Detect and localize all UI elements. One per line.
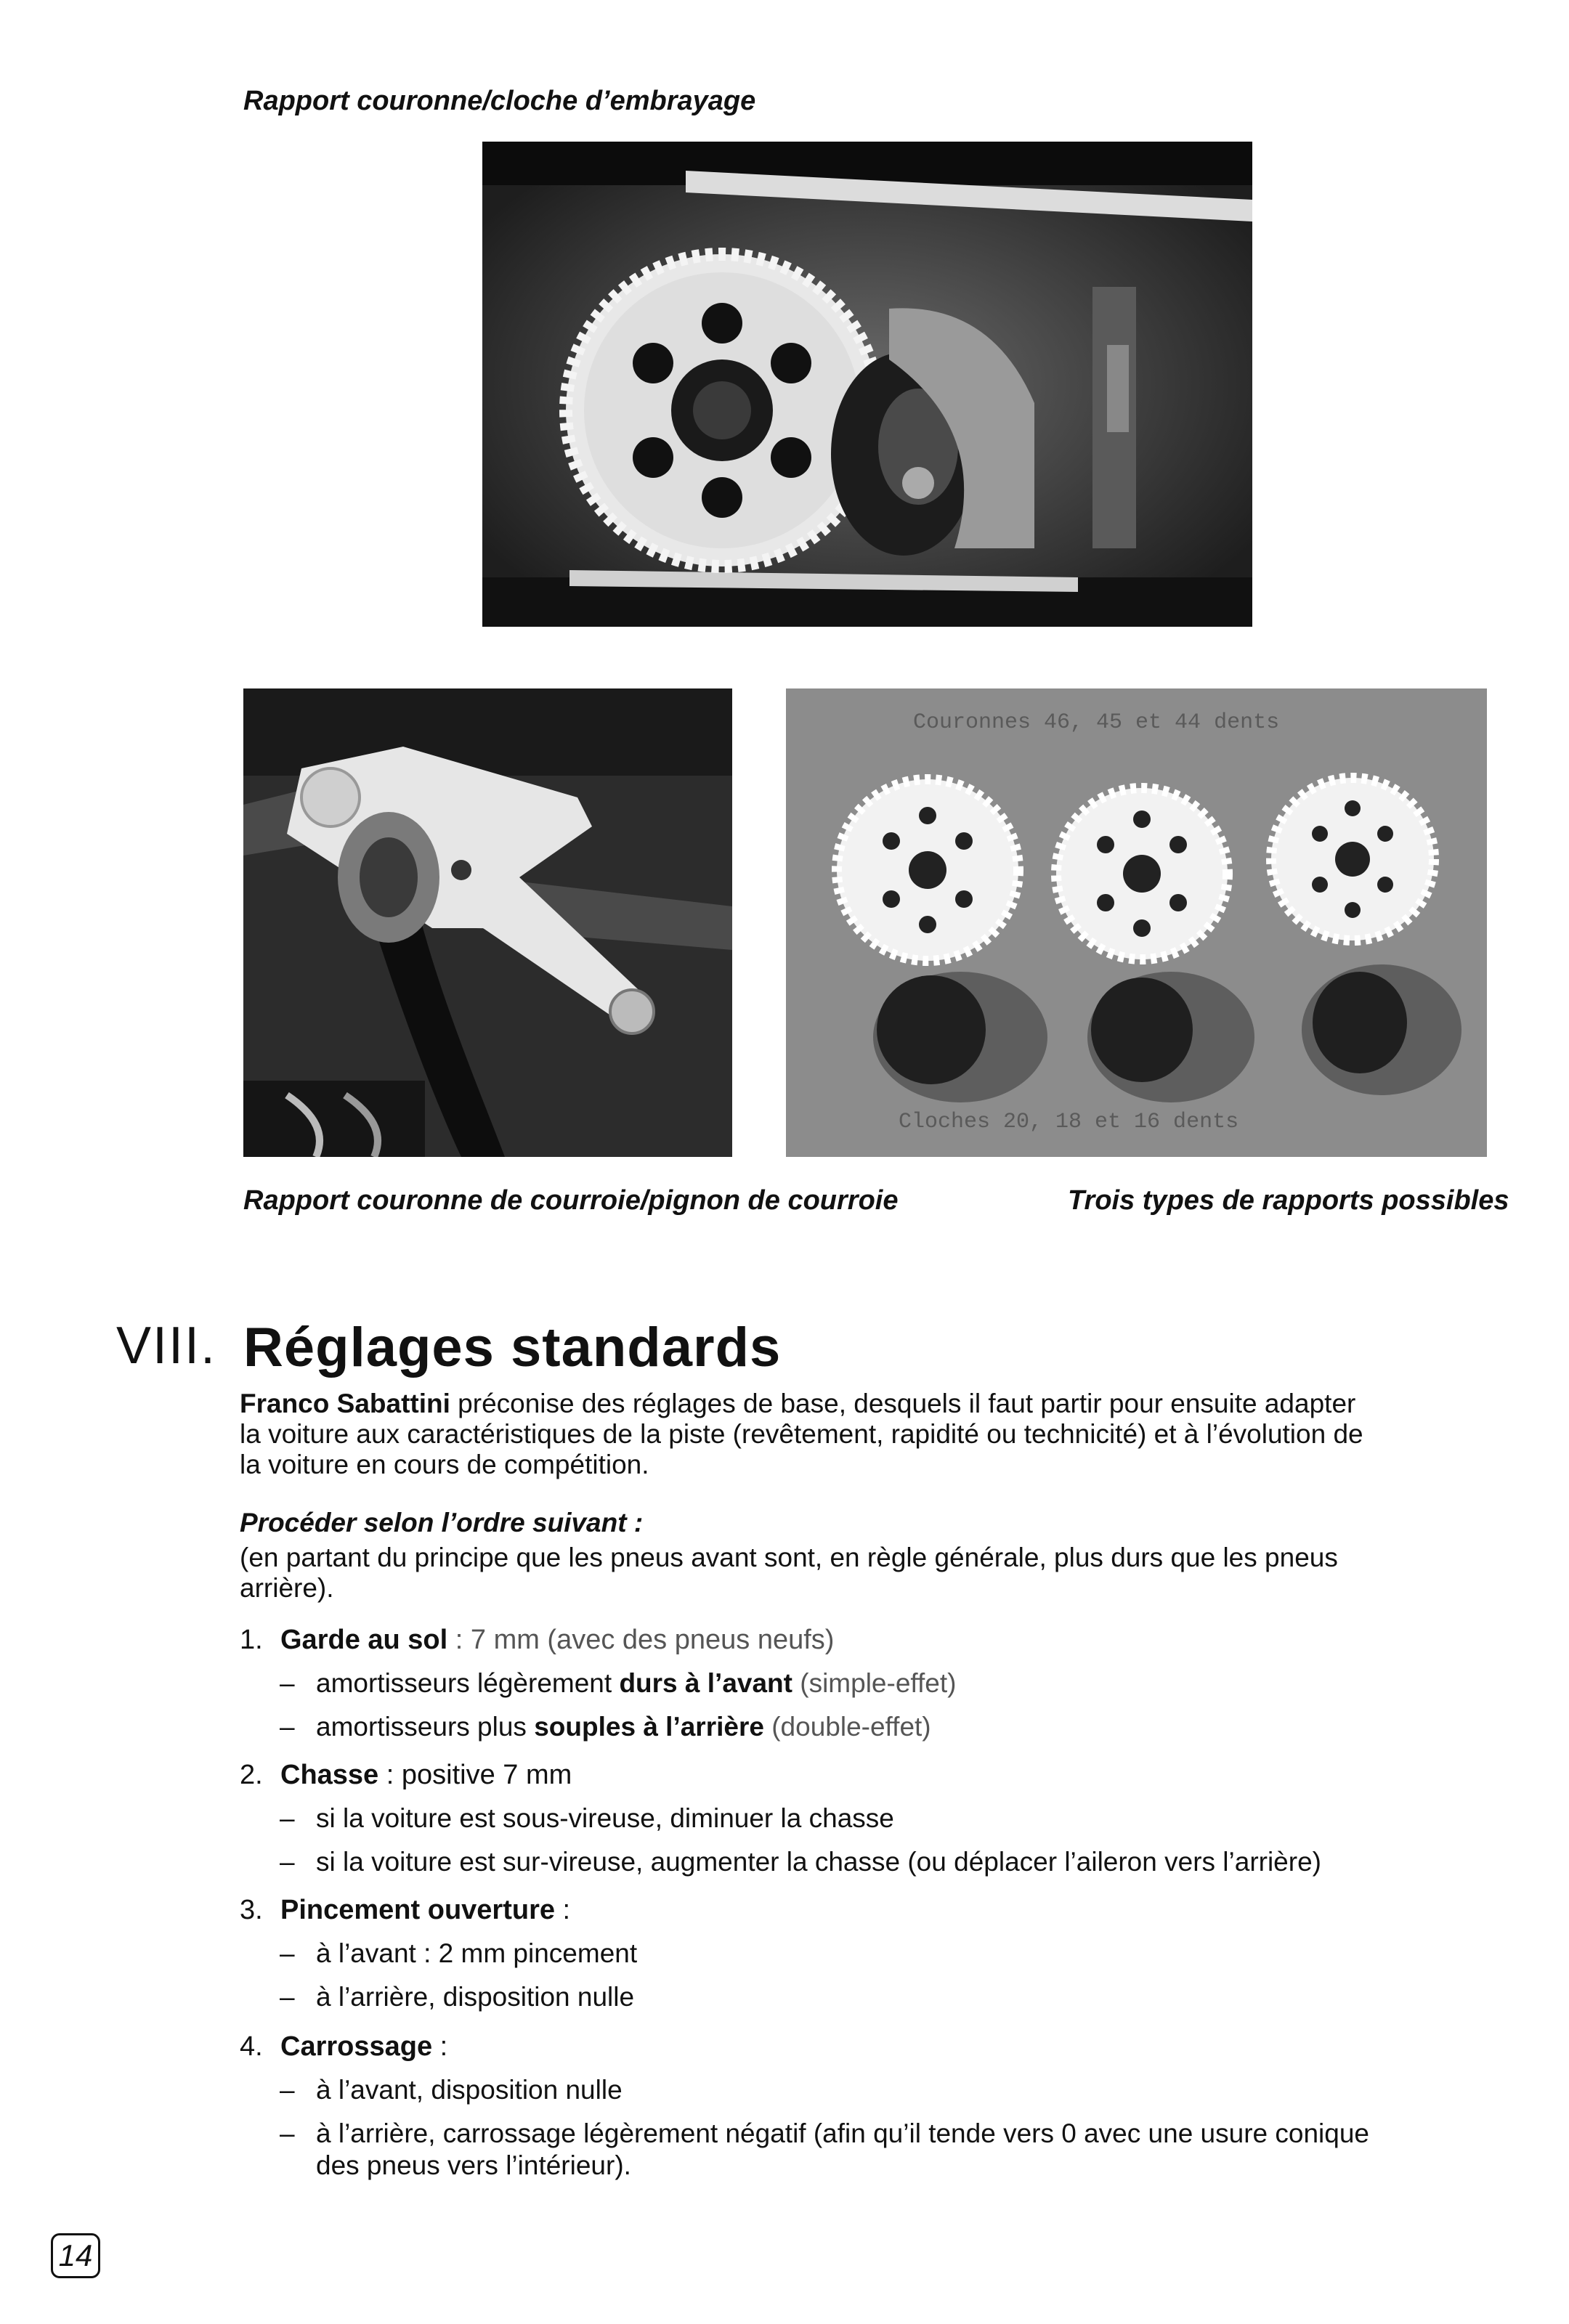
photo-gear-sets — [786, 688, 1487, 1157]
sub-text: si la voiture est sur-vireuse, augmenter la chasse (ou déplacer l’aileron vers l’arrière) — [316, 1847, 1321, 1877]
dash: – — [280, 2118, 295, 2148]
sub-text: à l’arrière, disposition nulle — [316, 1982, 635, 2012]
dash: – — [280, 1982, 295, 2012]
sub-bold: souples à l’arrière — [534, 1712, 764, 1742]
item-label: Carrossage — [280, 2031, 433, 2062]
sub-text: à l’avant, disposition nulle — [316, 2075, 623, 2105]
sub-bold: durs à l’avant — [619, 1668, 792, 1698]
intro-paragraph — [240, 1389, 1489, 1480]
sub-post: (simple-effet) — [792, 1668, 957, 1698]
item-label: Garde au sol — [280, 1625, 448, 1655]
dash: – — [280, 1938, 295, 1968]
sub-item — [280, 2074, 623, 2106]
item-number: 2. — [240, 1760, 263, 1790]
photo-clutch-gear — [482, 142, 1252, 627]
item-number: 4. — [240, 2031, 263, 2062]
item-rest: : — [555, 1895, 571, 1925]
dash: – — [280, 1668, 295, 1698]
sub-item — [280, 1938, 637, 1970]
procedure-note-line1: (en partant du principe que les pneus avant sont, en règle générale, plus durs que les pneus — [240, 1543, 1338, 1572]
caption-bottom-right: Trois types de rapports possibles — [1068, 1185, 1509, 1216]
dash: – — [280, 1712, 295, 1742]
item-number: 1. — [240, 1625, 263, 1655]
caption-bottom-left: Rapport couronne de courroie/pignon de courroie — [243, 1185, 899, 1216]
page-number: 14 — [51, 2233, 100, 2278]
procedure-note-line2: arrière). — [240, 1573, 334, 1603]
intro-line3: la voiture en cours de compétition. — [240, 1450, 649, 1479]
dash: – — [280, 2075, 295, 2105]
intro-line2: la voiture aux caractéristiques de la piste (revêtement, rapidité ou technicité) et à l’évolution de — [240, 1419, 1363, 1449]
sub-item — [280, 1803, 894, 1835]
procedure-heading: Procéder selon l’ordre suivant : — [240, 1508, 644, 1537]
sub-text: à l’arrière, carrossage légèrement négatif (afin qu’il tende vers 0 avec une usure conique — [316, 2118, 1369, 2148]
list-item-3 — [240, 1894, 570, 1926]
item-label: Pincement ouverture — [280, 1895, 555, 1925]
photo-belt-pulley — [243, 688, 732, 1157]
item-number: 3. — [240, 1895, 263, 1925]
sub-text: à l’avant : 2 mm pincement — [316, 1938, 638, 1968]
sub-item — [280, 1711, 931, 1743]
sub-item — [280, 1981, 634, 2013]
sub-text: si la voiture est sous-vireuse, diminuer la chasse — [316, 1803, 894, 1833]
caption-top: Rapport couronne/cloche d’embrayage — [243, 86, 756, 116]
sub-text: amortisseurs légèrement — [316, 1668, 620, 1698]
list-item-1 — [240, 1624, 834, 1656]
item-rest: : — [432, 2031, 448, 2062]
dash: – — [280, 1847, 295, 1877]
list-item-2 — [240, 1759, 572, 1791]
sub-item — [280, 2118, 1515, 2182]
item-rest: : 7 mm (avec des pneus neufs) — [447, 1625, 835, 1655]
item-label: Chasse — [280, 1760, 379, 1790]
intro-name: Franco Sabattini — [240, 1389, 450, 1418]
sub-text: amortisseurs plus — [316, 1712, 535, 1742]
intro-line1: préconise des réglages de base, desquels il faut partir pour ensuite adapter — [450, 1389, 1356, 1418]
list-item-4 — [240, 2031, 447, 2063]
sub-text-continued: des pneus vers l’intérieur). — [316, 2150, 631, 2180]
section-title: Réglages standards — [243, 1317, 782, 1378]
label-couronnes: Couronnes 46, 45 et 44 dents — [913, 710, 1280, 735]
sub-post: (double-effet) — [763, 1712, 931, 1742]
section-number: VIII. — [116, 1317, 217, 1375]
sub-item — [280, 1846, 1321, 1878]
label-cloches: Cloches 20, 18 et 16 dents — [899, 1110, 1239, 1134]
sub-item — [280, 1667, 956, 1699]
procedure-note — [240, 1543, 1489, 1604]
item-rest: : positive 7 mm — [378, 1760, 572, 1790]
dash: – — [280, 1803, 295, 1833]
